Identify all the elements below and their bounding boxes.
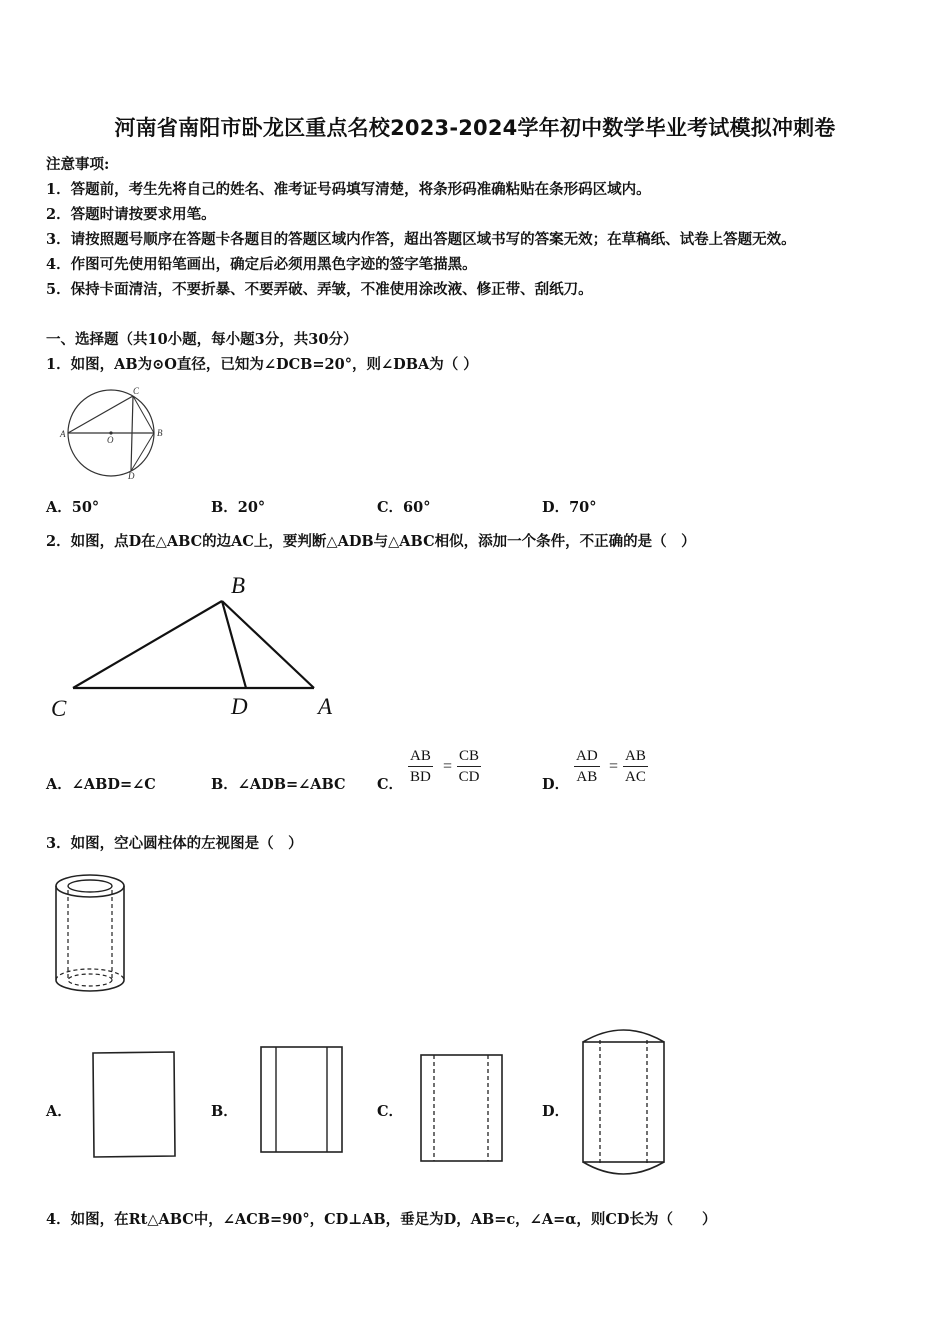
q3-option-c-figure [418, 1052, 508, 1164]
notice-heading: 注意事项: [46, 156, 110, 173]
label-o: O [107, 435, 114, 445]
q2-triangle-figure [40, 568, 360, 723]
notice-item-1: 1．答题前，考生先将自己的姓名、准考证号码填写清楚，将条形码准确粘贴在条形码区域内。 [46, 181, 651, 198]
q2-option-b: B．∠ADB=∠ABC [211, 776, 346, 793]
q2-option-d-frac-1 [574, 746, 600, 787]
page-title: 河南省南阳市卧龙区重点名校2023-2024学年初中数学毕业考试模拟冲刺卷 [114, 116, 836, 140]
q2-option-c-frac-1 [408, 746, 433, 787]
q2-option-c-frac-2 [457, 746, 481, 787]
label-c: C [51, 696, 67, 721]
frac-denominator: AB [576, 769, 598, 785]
q1-stem: 1．如图，AB为⊙O直径，已知为∠DCB=20°，则∠DBA为（ ） [46, 356, 478, 373]
frac-denominator: BD [410, 769, 431, 785]
label-d: D [128, 471, 135, 481]
q1-option-c: C．60° [377, 499, 431, 516]
label-a: A [60, 429, 66, 439]
notice-item-4: 4．作图可先使用铅笔画出，确定后必须用黑色字迹的签字笔描黑。 [46, 256, 477, 273]
q2-option-a: A．∠ABD=∠C [46, 776, 156, 793]
q3-option-a-figure [90, 1050, 180, 1160]
equals-sign: = [609, 758, 619, 775]
q3-option-c-label: C． [377, 1103, 404, 1120]
label-d: D [231, 694, 248, 719]
label-b: B [231, 573, 246, 598]
frac-denominator: AC [625, 769, 646, 785]
label-a: A [318, 694, 333, 719]
section-heading: 一、选择题（共10小题，每小题3分，共30分） [46, 331, 358, 348]
q2-option-d-frac-2 [623, 746, 648, 787]
frac-numerator: AB [623, 746, 648, 767]
q3-option-b-figure [258, 1044, 348, 1156]
label-c: C [133, 386, 140, 396]
frac-numerator: AD [574, 746, 600, 767]
notice-item-2: 2．答题时请按要求用笔。 [46, 206, 216, 223]
notice-item-3: 3．请按照题号顺序在答题卡各题目的答题区域内作答，超出答题区域书写的答案无效；在草稿纸、试卷上答题无效。 [46, 231, 796, 248]
q3-option-d-figure [580, 1026, 670, 1186]
q3-stem: 3．如图，空心圆柱体的左视图是（ ） [46, 835, 303, 852]
q3-option-d-label: D． [542, 1103, 570, 1120]
q1-option-b: B．20° [211, 499, 266, 516]
frac-numerator: AB [408, 746, 433, 767]
frac-denominator: CD [458, 769, 480, 785]
frac-numerator: CB [457, 746, 481, 767]
q2-option-d-label: D． [542, 776, 570, 793]
q1-option-a: A．50° [46, 499, 100, 516]
q2-stem: 2．如图，点D在△ABC的边AC上，要判断△ADB与△ABC相似，添加一个条件，不正确的是（ ） [46, 533, 696, 550]
q4-stem: 4．如图，在Rt△ABC中，∠ACB=90°，CD⊥AB，垂足为D，AB=c，∠A=α，则CD长为（ ） [46, 1211, 717, 1228]
equals-sign: = [443, 758, 453, 775]
q2-option-c-label: C． [377, 776, 404, 793]
notice-item-5: 5．保持卡面清洁，不要折暴、不要弄破、弄皱，不准使用涂改液、修正带、刮纸刀。 [46, 281, 593, 298]
q3-hollow-cylinder-figure [52, 870, 132, 998]
q1-option-d: D．70° [542, 499, 597, 516]
q1-circle-figure [60, 385, 170, 480]
q3-option-a-label: A． [46, 1103, 72, 1120]
q3-option-b-label: B． [211, 1103, 238, 1120]
label-b: B [157, 428, 163, 438]
